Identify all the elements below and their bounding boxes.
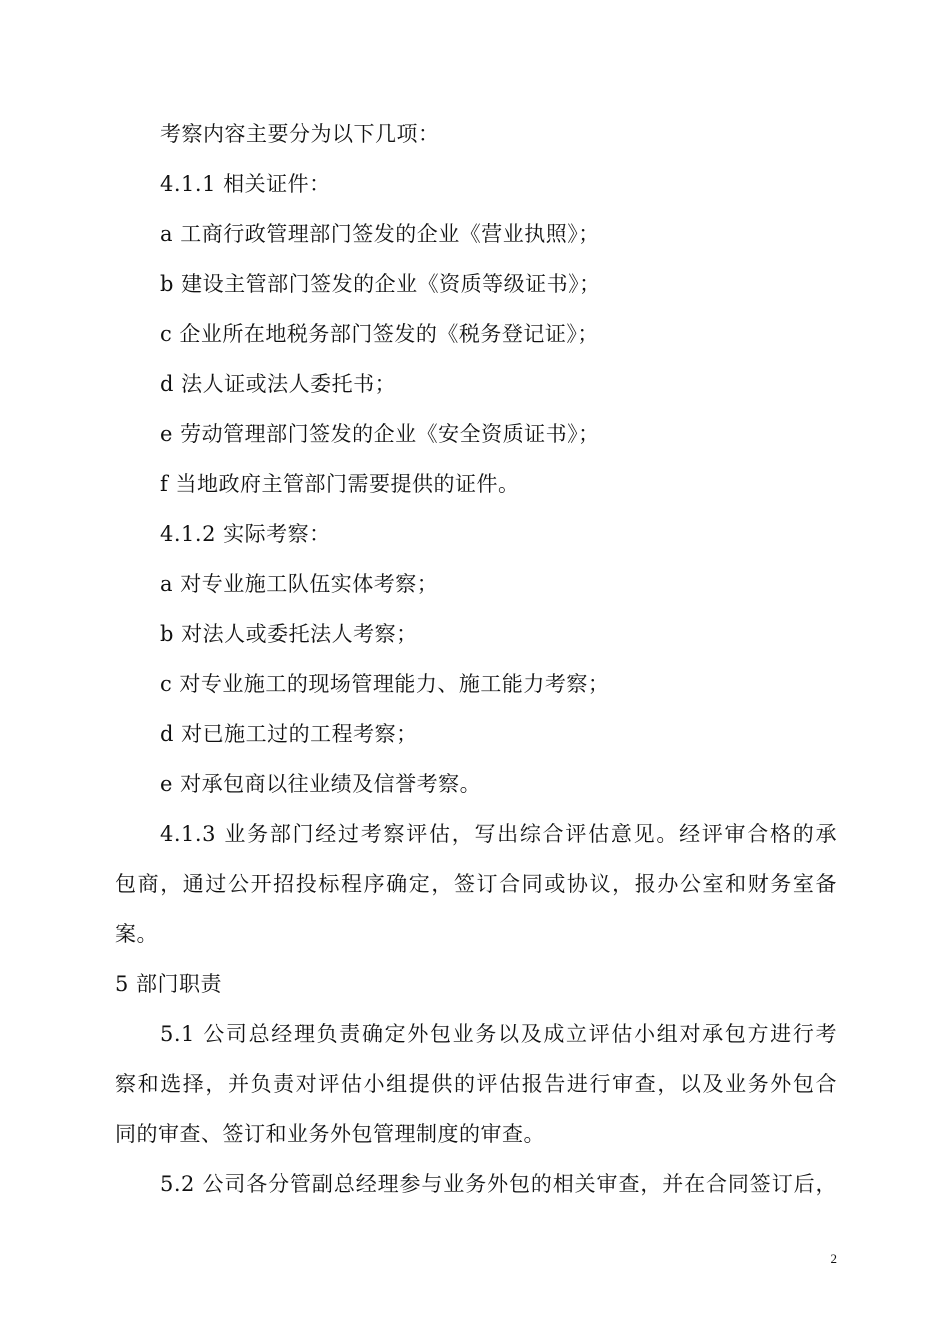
intro-line: 考察内容主要分为以下几项： <box>160 122 440 146</box>
list-item: c 企业所在地税务部门签发的《税务登记证》； <box>160 322 599 346</box>
list-item: e 劳动管理部门签发的企业《安全资质证书》； <box>160 422 600 446</box>
list-item: a 工商行政管理部门签发的企业《营业执照》； <box>160 222 600 246</box>
paragraph-5-1-line: 5.1 公司总经理负责确定外包业务以及成立评估小组对承包方进行考 <box>160 1022 837 1046</box>
section-4-1-2-heading: 4.1.2 实际考察： <box>160 522 331 546</box>
list-item: c 对专业施工的现场管理能力、施工能力考察； <box>160 672 610 696</box>
list-item: d 法人证或法人委托书； <box>160 372 397 396</box>
list-item: f 当地政府主管部门需要提供的证件。 <box>160 472 520 496</box>
section-4-1-1-heading: 4.1.1 相关证件： <box>160 172 331 196</box>
paragraph-5-1-line: 察和选择，并负责对评估小组提供的评估报告进行审查，以及业务外包合 <box>115 1072 837 1096</box>
section-5-heading: 5 部门职责 <box>115 972 223 996</box>
paragraph-4-1-3-line: 4.1.3 业务部门经过考察评估，写出综合评估意见。经评审合格的承 <box>160 822 837 846</box>
list-item: d 对已施工过的工程考察； <box>160 722 418 746</box>
paragraph-5-2-line: 5.2 公司各分管副总经理参与业务外包的相关审查，并在合同签订后， <box>160 1172 837 1196</box>
paragraph-4-1-3-line: 案。 <box>115 922 158 946</box>
page-number: 2 <box>830 1251 837 1266</box>
list-item: b 建设主管部门签发的企业《资质等级证书》； <box>160 272 601 296</box>
list-item: e 对承包商以往业绩及信誉考察。 <box>160 772 482 796</box>
paragraph-5-1-line: 同的审查、签订和业务外包管理制度的审查。 <box>115 1122 545 1146</box>
list-item: b 对法人或委托法人考察； <box>160 622 418 646</box>
list-item: a 对专业施工队伍实体考察； <box>160 572 439 596</box>
paragraph-4-1-3-line: 包商，通过公开招投标程序确定，签订合同或协议，报办公室和财务室备 <box>115 872 837 896</box>
